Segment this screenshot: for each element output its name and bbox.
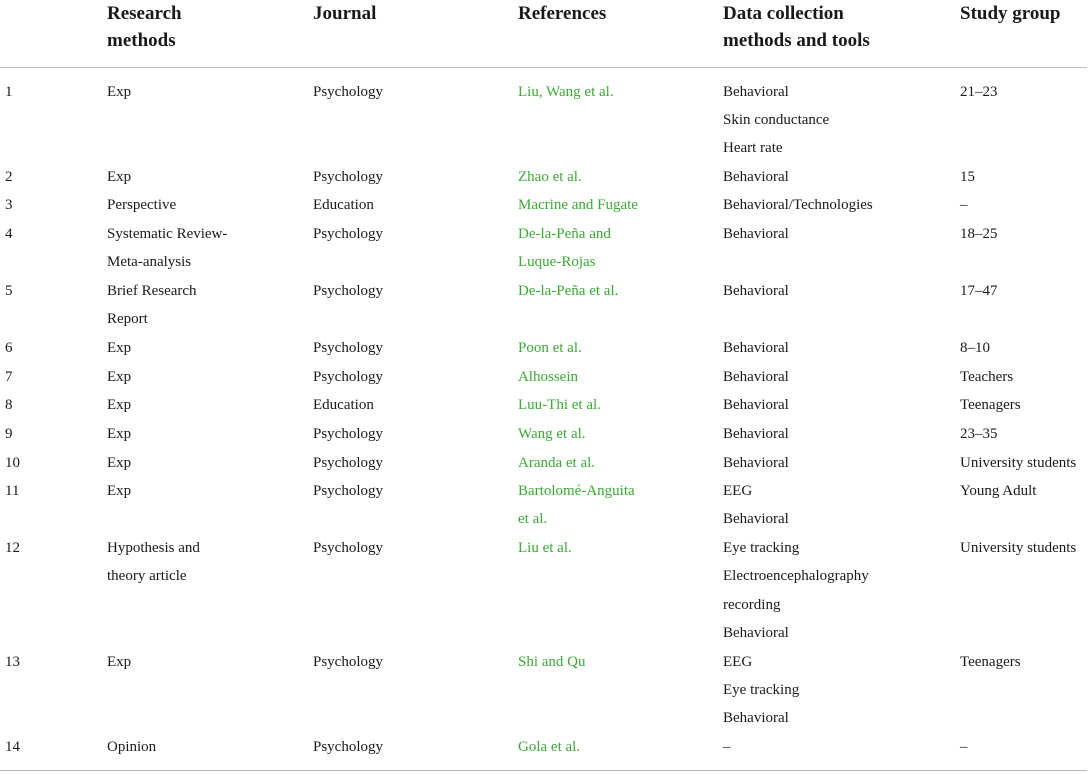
data-collection-text: Behavioral <box>723 397 789 414</box>
study-group-text: Teachers <box>960 368 1014 385</box>
cell-row-number <box>5 420 13 448</box>
reference-link-text[interactable]: Macrine and Fugate <box>518 197 638 214</box>
journal-text: Psychology <box>313 425 384 442</box>
cell-journal <box>313 648 383 676</box>
row-number-text: 11 <box>5 483 20 500</box>
row-number-text: 9 <box>5 425 13 442</box>
reference-link-text[interactable]: et al. <box>518 511 548 528</box>
data-collection-text: Behavioral <box>723 339 789 356</box>
reference-link-text[interactable]: Poon et al. <box>518 339 582 356</box>
reference-link-text[interactable]: Liu et al. <box>518 540 572 557</box>
data-collection-text: Skin conductance <box>723 111 830 128</box>
cell-journal <box>313 191 374 219</box>
row-number-text: 5 <box>5 283 13 299</box>
cell-study-group <box>960 277 998 305</box>
cell-reference-link[interactable] <box>518 191 638 219</box>
cell-row-number <box>5 733 20 761</box>
header-research-methods-line-0: Research <box>107 3 182 24</box>
reference-link-text[interactable]: Bartolomé-Anguita <box>518 483 635 500</box>
bottom-rule <box>0 770 1087 771</box>
cell-study-group <box>960 363 1013 391</box>
cell-reference-link[interactable] <box>518 733 580 761</box>
table-row <box>0 277 1087 334</box>
cell-data-collection <box>723 334 789 362</box>
cell-study-group <box>960 534 1076 562</box>
table-row <box>0 334 1087 362</box>
header-data-collection-line-1: methods and tools <box>723 30 870 51</box>
cell-study-group <box>960 733 968 761</box>
data-collection-text: Behavioral <box>723 368 789 385</box>
cell-data-collection <box>723 363 789 391</box>
cell-row-number <box>5 163 13 191</box>
cell-data-collection <box>723 449 789 477</box>
cell-reference-link[interactable] <box>518 363 578 391</box>
table-row <box>0 420 1087 448</box>
cell-research-method <box>107 733 156 761</box>
research-method-text: Opinion <box>107 738 157 755</box>
journal-text: Psychology <box>313 83 384 100</box>
data-collection-text: Heart rate <box>723 140 783 157</box>
data-collection-text: Behavioral <box>723 625 789 642</box>
research-method-text: theory article <box>107 568 187 585</box>
cell-journal <box>313 534 383 562</box>
cell-reference-link[interactable] <box>518 420 586 448</box>
data-collection-text: Eye tracking <box>723 681 800 698</box>
cell-research-method <box>107 334 131 362</box>
cell-journal <box>313 391 374 419</box>
table-row <box>0 391 1087 419</box>
cell-data-collection <box>723 420 789 448</box>
study-group-text: 15 <box>960 168 975 185</box>
data-collection-text: Behavioral/Technologies <box>723 197 873 214</box>
row-number-text: 4 <box>5 226 13 243</box>
research-method-text: Exp <box>107 454 132 471</box>
journal-text: Psychology <box>313 368 384 385</box>
cell-journal <box>313 78 383 106</box>
cell-journal <box>313 420 383 448</box>
cell-research-method <box>107 191 176 219</box>
table-row <box>0 220 1087 277</box>
cell-data-collection <box>723 78 829 163</box>
research-method-text: Perspective <box>107 197 177 214</box>
row-number-text: 1 <box>5 83 13 100</box>
journal-text: Psychology <box>313 540 384 557</box>
study-group-text: – <box>960 197 968 214</box>
cell-study-group <box>960 391 1021 419</box>
row-number-text: 10 <box>5 454 20 471</box>
cell-data-collection <box>723 477 789 534</box>
data-collection-text: Behavioral <box>723 425 789 442</box>
cell-row-number <box>5 449 20 477</box>
reference-link-text[interactable]: Wang et al. <box>518 425 586 442</box>
research-method-text: Exp <box>107 368 132 385</box>
row-number-text: 13 <box>5 653 20 670</box>
research-method-text: Exp <box>107 168 132 185</box>
table-row <box>0 163 1087 191</box>
reference-link-text[interactable]: Alhossein <box>518 368 578 385</box>
cell-reference-link[interactable] <box>518 477 635 534</box>
cell-journal <box>313 733 383 761</box>
journal-text: Psychology <box>313 168 384 185</box>
row-number-text: 8 <box>5 397 13 414</box>
research-method-text: Brief Research <box>107 283 197 299</box>
research-method-text: Exp <box>107 83 132 100</box>
reference-link-text[interactable]: Shi and Qu <box>518 653 586 670</box>
journal-text: Psychology <box>313 653 384 670</box>
table-row <box>0 363 1087 391</box>
cell-reference-link[interactable] <box>518 449 595 477</box>
row-number-text: 7 <box>5 368 13 385</box>
journal-text: Psychology <box>313 454 384 471</box>
header-references <box>518 0 606 27</box>
header-research-methods-line-1: methods <box>107 30 176 51</box>
reference-link-text[interactable]: De-la-Peña et al. <box>518 283 619 299</box>
data-collection-text: Behavioral <box>723 710 789 727</box>
cell-reference-link[interactable] <box>518 277 618 305</box>
cell-reference-link[interactable] <box>518 391 601 419</box>
reference-link-text[interactable]: Aranda et al. <box>518 454 596 471</box>
cell-research-method <box>107 477 131 505</box>
cell-journal <box>313 334 383 362</box>
cell-reference-link[interactable] <box>518 78 614 106</box>
cell-data-collection <box>723 733 731 761</box>
cell-row-number <box>5 277 13 305</box>
header-study-group <box>960 0 1061 27</box>
cell-research-method <box>107 648 131 676</box>
journal-text: Psychology <box>313 226 384 243</box>
table-row <box>0 449 1087 477</box>
cell-row-number <box>5 334 13 362</box>
cell-data-collection <box>723 648 799 733</box>
research-method-text: Exp <box>107 425 132 442</box>
cell-study-group <box>960 191 968 219</box>
research-method-text: Meta-analysis <box>107 254 192 271</box>
research-method-text: Exp <box>107 653 132 670</box>
study-group-text: 17–47 <box>960 283 998 299</box>
data-collection-text: Electroencephalography <box>723 568 869 585</box>
study-group-text: Young Adult <box>960 483 1037 500</box>
reference-link-text[interactable]: Zhao et al. <box>518 168 582 185</box>
research-method-text: Hypothesis and <box>107 540 200 557</box>
cell-research-method <box>107 534 200 591</box>
data-collection-text: Behavioral <box>723 168 789 185</box>
cell-research-method <box>107 420 131 448</box>
journal-text: Psychology <box>313 283 384 299</box>
data-collection-text: Behavioral <box>723 511 789 528</box>
data-collection-text: Behavioral <box>723 454 789 471</box>
cell-reference-link[interactable] <box>518 163 582 191</box>
journal-text: Education <box>313 397 374 414</box>
cell-reference-link[interactable] <box>518 648 586 676</box>
study-group-text: 21–23 <box>960 83 998 100</box>
data-collection-text: – <box>723 738 731 755</box>
cell-row-number <box>5 363 13 391</box>
data-collection-text: Behavioral <box>723 83 789 100</box>
cell-study-group <box>960 420 998 448</box>
reference-link-text[interactable]: De-la-Peña and <box>518 226 611 243</box>
cell-data-collection <box>723 534 869 647</box>
cell-reference-link[interactable] <box>518 334 582 362</box>
cell-study-group <box>960 648 1021 676</box>
row-number-text: 6 <box>5 339 13 356</box>
header-study-group-line-0: Study group <box>960 3 1061 24</box>
header-data-collection-line-0: Data collection <box>723 3 844 24</box>
cell-study-group <box>960 163 975 191</box>
study-group-text: 8–10 <box>960 339 990 356</box>
header-journal-line-0: Journal <box>313 3 377 24</box>
table-row <box>0 191 1087 219</box>
research-method-text: Systematic Review- <box>107 226 228 243</box>
data-collection-text: recording <box>723 596 781 613</box>
study-group-text: Teenagers <box>960 397 1021 414</box>
data-collection-text: Behavioral <box>723 283 789 299</box>
cell-study-group <box>960 449 1076 477</box>
cell-research-method <box>107 449 131 477</box>
cell-study-group <box>960 334 990 362</box>
cell-row-number <box>5 78 13 106</box>
reference-link-text[interactable]: Luu-Thi et al. <box>518 397 601 414</box>
reference-link-text[interactable]: Gola et al. <box>518 738 581 755</box>
cell-data-collection <box>723 220 789 248</box>
cell-research-method <box>107 220 227 277</box>
cell-journal <box>313 163 383 191</box>
cell-journal <box>313 477 383 505</box>
cell-journal <box>313 449 383 477</box>
research-method-text: Exp <box>107 339 132 356</box>
row-number-text: 14 <box>5 738 20 755</box>
study-group-text: University students <box>960 454 1077 471</box>
reference-link-text[interactable]: Liu, Wang et al. <box>518 83 614 100</box>
data-collection-text: Eye tracking <box>723 540 800 557</box>
data-collection-text: Behavioral <box>723 226 789 243</box>
cell-data-collection <box>723 191 873 219</box>
journal-text: Psychology <box>313 339 384 356</box>
header-journal <box>313 0 376 27</box>
cell-research-method <box>107 163 131 191</box>
cell-row-number <box>5 477 19 505</box>
cell-reference-link[interactable] <box>518 534 572 562</box>
research-method-text: Report <box>107 311 148 328</box>
cell-reference-link[interactable] <box>518 220 611 277</box>
journal-text: Psychology <box>313 483 384 500</box>
header-references-line-0: References <box>518 3 607 24</box>
cell-data-collection <box>723 277 789 305</box>
table-row <box>0 733 1087 761</box>
study-group-text: Teenagers <box>960 653 1021 670</box>
row-number-text: 3 <box>5 197 13 214</box>
cell-study-group <box>960 477 1036 505</box>
cell-row-number <box>5 534 20 562</box>
table-row <box>0 477 1087 534</box>
row-number-text: 2 <box>5 168 13 185</box>
cell-research-method <box>107 363 131 391</box>
cell-study-group <box>960 220 998 248</box>
cell-research-method <box>107 277 197 334</box>
cell-journal <box>313 277 383 305</box>
research-method-text: Exp <box>107 397 132 414</box>
header-data-collection <box>723 0 870 54</box>
cell-research-method <box>107 78 131 106</box>
cell-data-collection <box>723 163 789 191</box>
study-group-text: 18–25 <box>960 226 998 243</box>
data-collection-text: EEG <box>723 653 753 670</box>
study-group-text: University students <box>960 540 1077 557</box>
research-method-text: Exp <box>107 483 132 500</box>
cell-row-number <box>5 648 20 676</box>
table-row <box>0 648 1087 733</box>
cell-study-group <box>960 78 998 106</box>
journal-text: Psychology <box>313 738 384 755</box>
table-row <box>0 78 1087 163</box>
cell-row-number <box>5 191 13 219</box>
cell-journal <box>313 363 383 391</box>
row-number-text: 12 <box>5 540 20 557</box>
table-header <box>0 0 1087 68</box>
journal-text: Education <box>313 197 374 214</box>
cell-row-number <box>5 220 13 248</box>
cell-journal <box>313 220 383 248</box>
reference-link-text[interactable]: Luque-Rojas <box>518 254 596 271</box>
header-research-methods <box>107 0 182 54</box>
cell-row-number <box>5 391 13 419</box>
cell-data-collection <box>723 391 789 419</box>
study-group-text: 23–35 <box>960 425 998 442</box>
table-row <box>0 534 1087 647</box>
data-collection-text: EEG <box>723 483 753 500</box>
cell-research-method <box>107 391 131 419</box>
study-group-text: – <box>960 738 968 755</box>
